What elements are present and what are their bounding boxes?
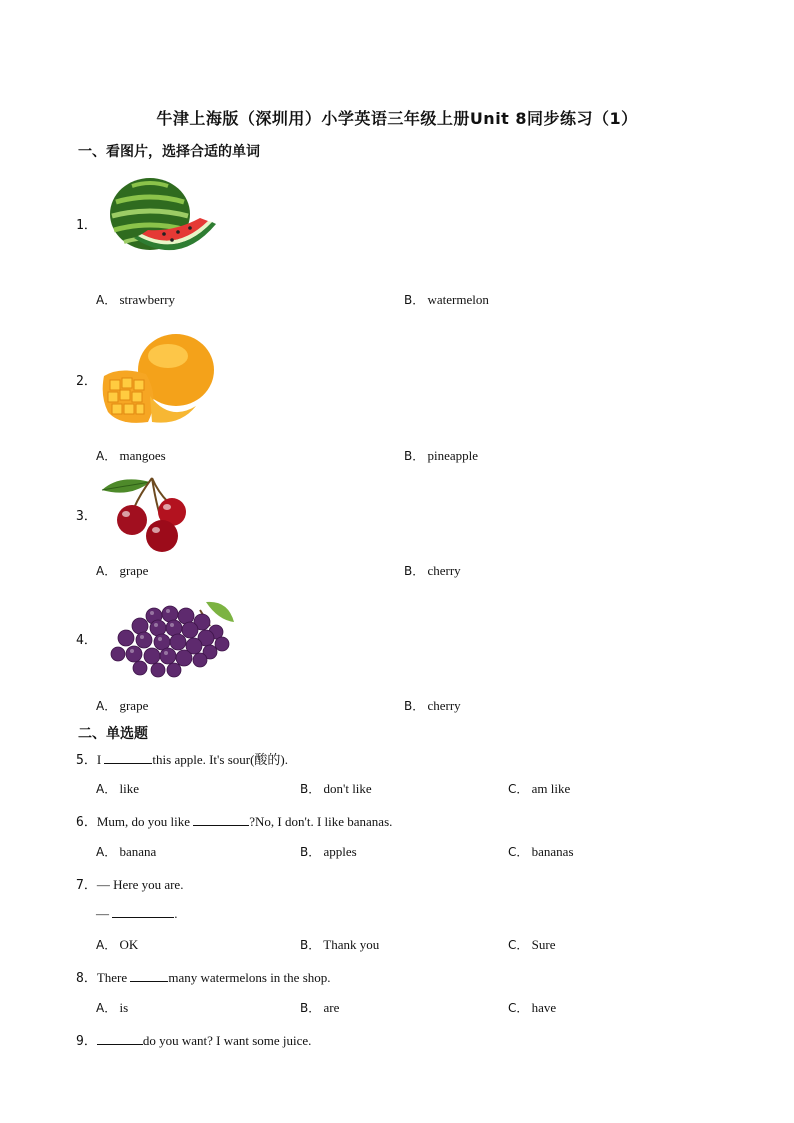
option-b[interactable]: B． cherry	[404, 563, 461, 578]
option-b[interactable]: B． pineapple	[404, 448, 479, 463]
answer-blank[interactable]	[104, 751, 152, 764]
question-number: 4．	[76, 633, 97, 648]
option-a[interactable]: A． mangoes	[96, 448, 166, 463]
question-number: 2．	[76, 374, 97, 389]
page-title: 牛津上海版（深圳用）小学英语三年级上册Unit 8同步练习（1）	[156, 109, 638, 128]
watermelon-image	[104, 172, 224, 272]
question-5: 5．I this apple. It's sour(酸的).	[76, 752, 288, 768]
option-a[interactable]: A． grape	[96, 563, 149, 578]
option-c[interactable]: C． bananas	[508, 844, 574, 859]
question-9: 9． do you want? I want some juice.	[76, 1033, 312, 1049]
option-c[interactable]: C． Sure	[508, 937, 556, 952]
cherries-image	[100, 474, 196, 554]
option-c[interactable]: C． have	[508, 1000, 557, 1015]
option-a[interactable]: A． is	[96, 1000, 129, 1015]
question-6: 6．Mum, do you like ?No, I don't. I like bananas.	[76, 814, 393, 830]
option-a[interactable]: A． grape	[96, 698, 149, 713]
option-a[interactable]: A． strawberry	[96, 292, 176, 307]
mango-image	[100, 326, 218, 430]
question-number: 1．	[76, 218, 97, 233]
answer-blank[interactable]	[130, 969, 168, 982]
answer-blank[interactable]	[193, 813, 249, 826]
option-a[interactable]: A． like	[96, 781, 139, 796]
question-8: 8．There many watermelons in the shop.	[76, 970, 331, 986]
question-number: 3．	[76, 509, 97, 524]
grapes-image	[110, 598, 240, 678]
question-7-reply: — .	[96, 906, 178, 921]
option-a[interactable]: A． OK	[96, 937, 139, 952]
option-b[interactable]: B． apples	[300, 844, 357, 859]
answer-blank[interactable]	[97, 1032, 143, 1045]
option-b[interactable]: B． Thank you	[300, 937, 380, 952]
option-b[interactable]: B． cherry	[404, 698, 461, 713]
option-a[interactable]: A． banana	[96, 844, 157, 859]
option-c[interactable]: C． am like	[508, 781, 571, 796]
answer-blank[interactable]	[112, 905, 174, 918]
option-b[interactable]: B． don't like	[300, 781, 372, 796]
option-b[interactable]: B． watermelon	[404, 292, 489, 307]
question-7: 7．— Here you are.	[76, 877, 184, 893]
section-heading-2: 二、单选题	[78, 726, 148, 742]
section-heading-1: 一、看图片，选择合适的单词	[78, 144, 260, 160]
option-b[interactable]: B． are	[300, 1000, 340, 1015]
